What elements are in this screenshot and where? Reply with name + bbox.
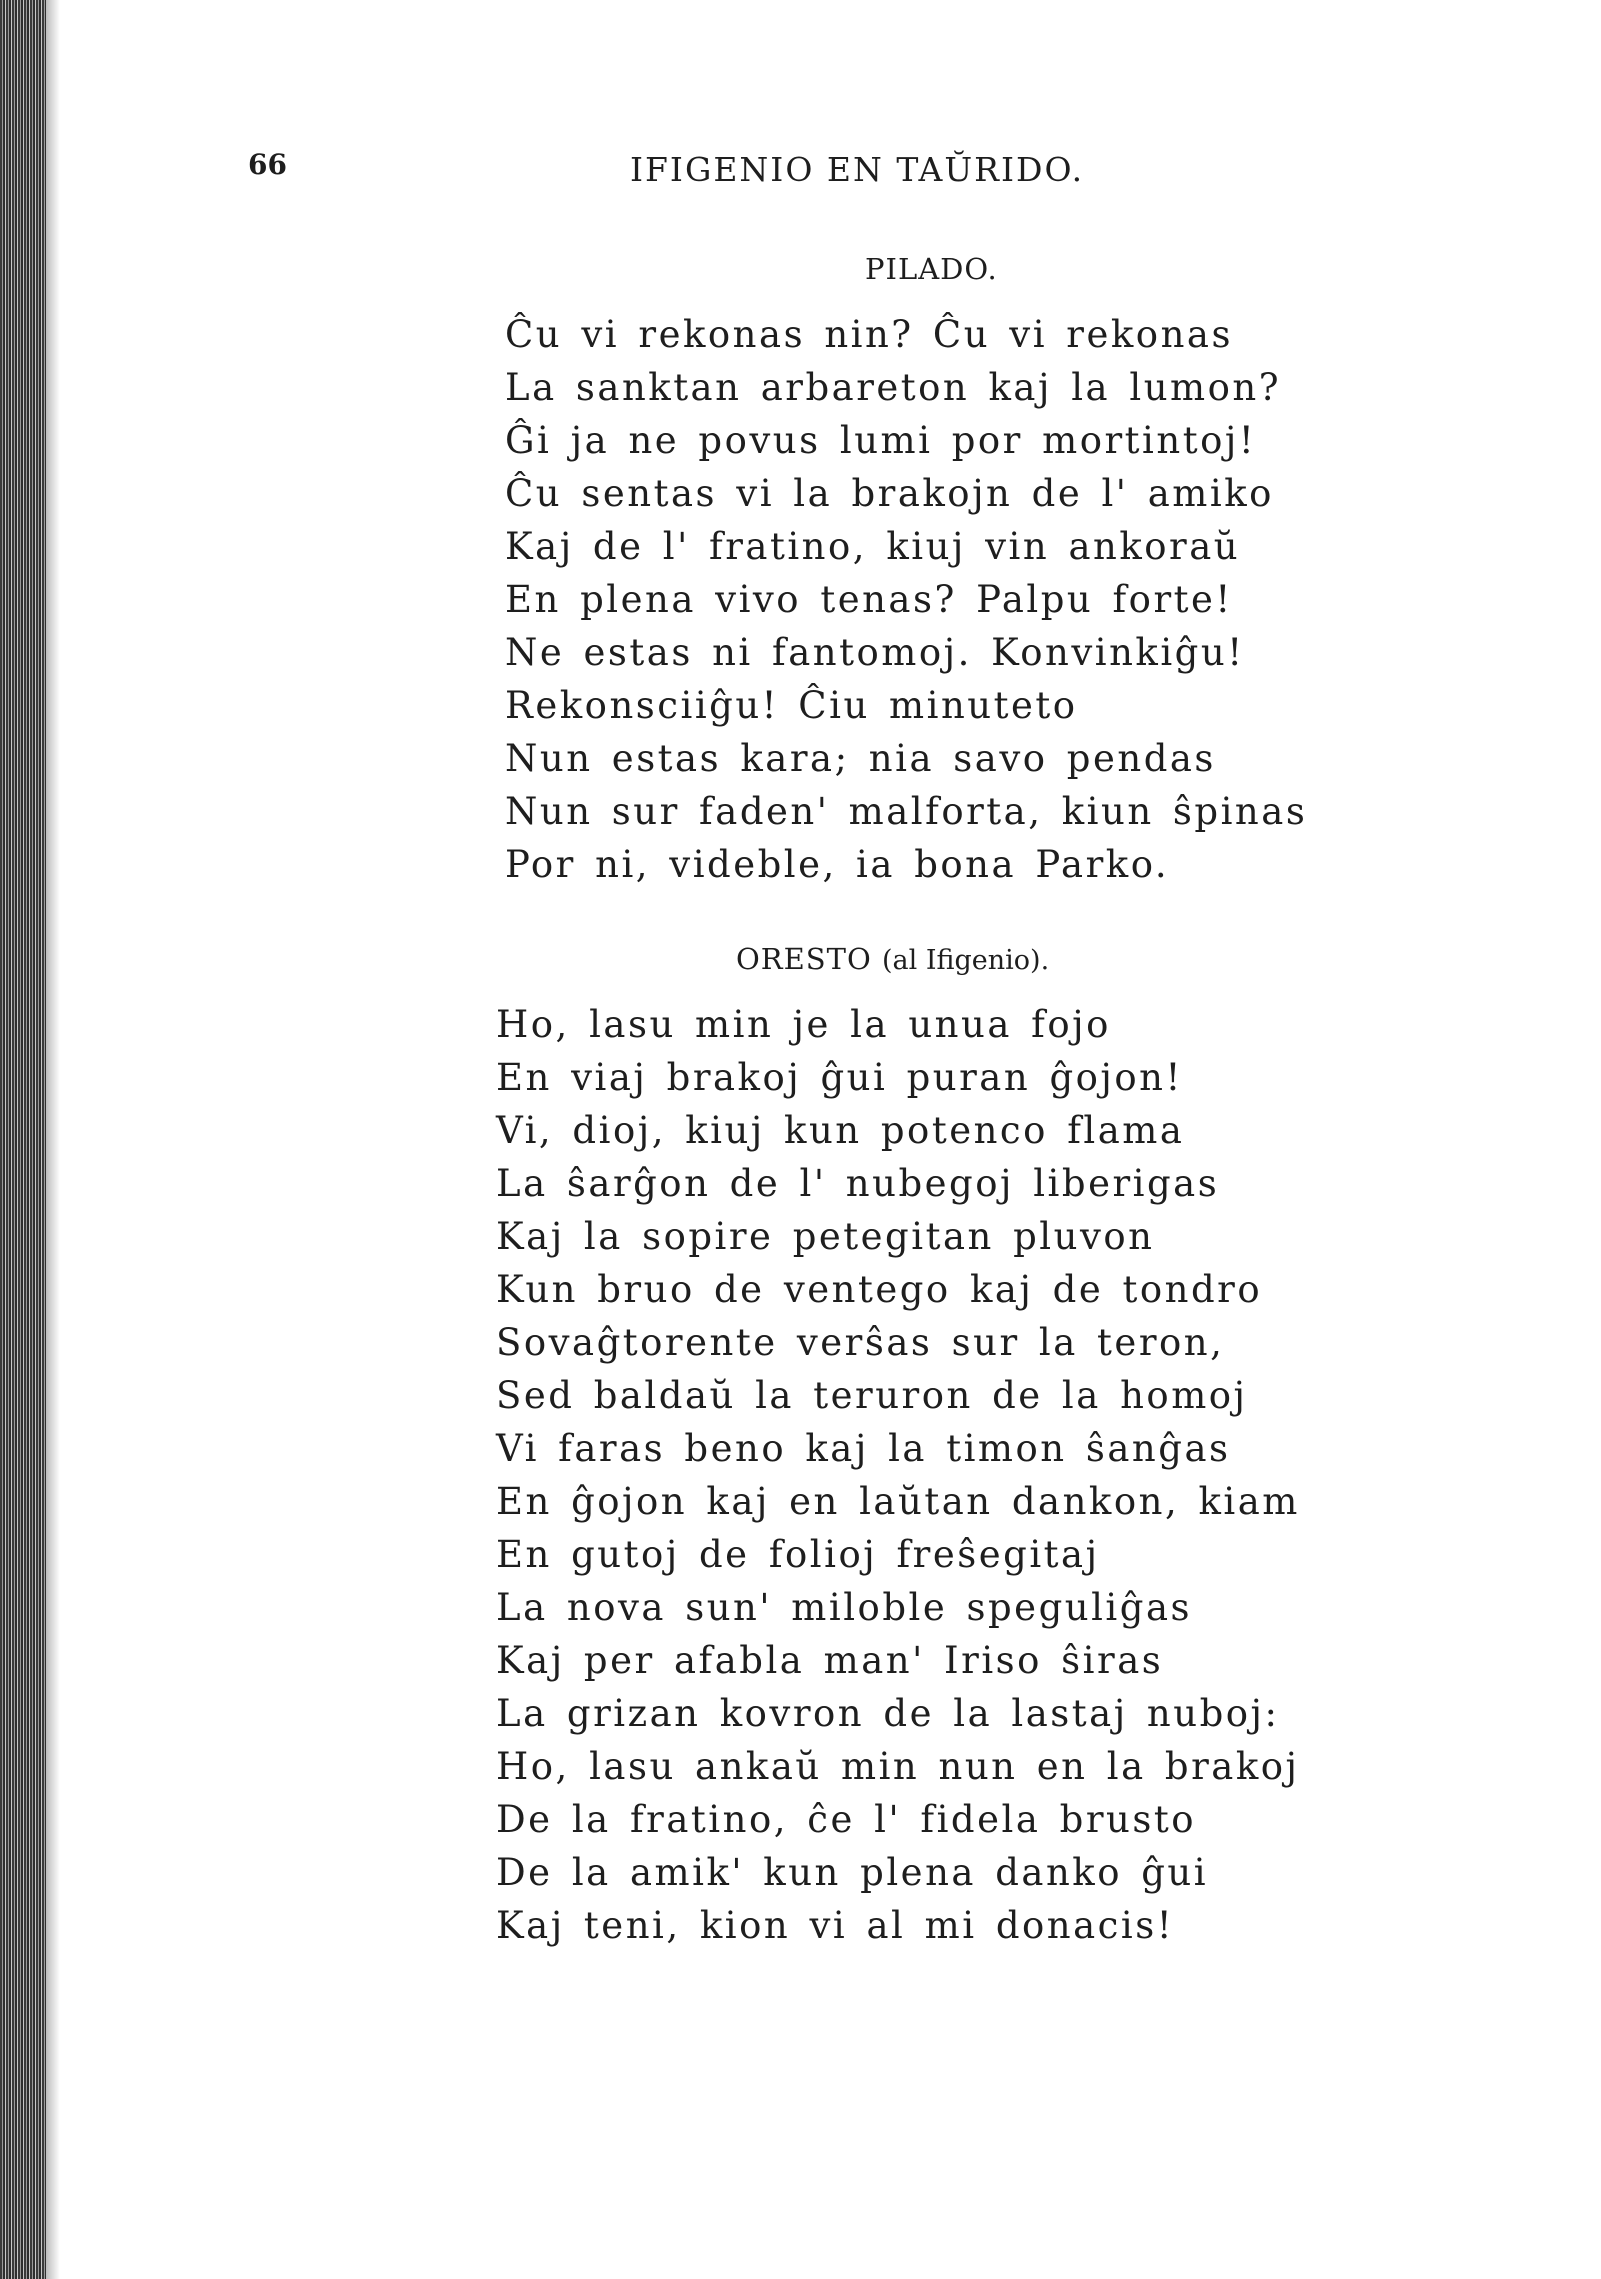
verse-line: Ĝi ja ne povus lumi por mortintoj! <box>505 419 1257 462</box>
verse-line: Rekonsciiĝu! Ĉiu minuteto <box>505 684 1078 727</box>
verse-line: En viaj brakoj ĝui puran ĝojon! <box>496 1056 1183 1099</box>
book-spine-edge <box>0 0 46 2279</box>
verse-line: Por ni, videble, ia bona Parko. <box>505 843 1170 886</box>
verse-line: Nun estas kara; nia savo pendas <box>505 737 1216 780</box>
verse-line: La nova sun' miloble speguliĝas <box>496 1586 1192 1629</box>
verse-line: Vi, dioj, kiuj kun potenco flama <box>496 1109 1185 1152</box>
verse-line: Vi faras beno kaj la timon ŝanĝas <box>496 1427 1231 1470</box>
verse-line: La grizan kovron de la lastaj nuboj: <box>496 1692 1280 1735</box>
verse-line: Sed baldaŭ la teruron de la homoj <box>496 1374 1248 1417</box>
verse-line: Ĉu vi rekonas nin? Ĉu vi rekonas <box>505 313 1233 356</box>
speaker-heading-pilado <box>865 252 998 286</box>
verse-line: De la amik' kun plena danko ĝui <box>496 1851 1209 1894</box>
verse-line: En ĝojon kaj en laŭtan dankon, kiam <box>496 1480 1300 1523</box>
verse-block-pilado <box>505 308 1307 891</box>
verse-line: En plena vivo tenas? Palpu forte! <box>505 578 1233 621</box>
verse-line: La ŝarĝon de l' nubegoj liberigas <box>496 1162 1220 1205</box>
stage-direction: (al Ifigenio). <box>881 945 1050 976</box>
speaker-name: PILADO. <box>865 252 998 286</box>
verse-block-oresto <box>496 998 1300 1952</box>
verse-line: Kaj teni, kion vi al mi donacis! <box>496 1904 1175 1947</box>
gutter-shadow <box>46 0 60 2279</box>
verse-line: En gutoj de folioj freŝegitaj <box>496 1533 1100 1576</box>
running-title: IFIGENIO EN TAŬRIDO. <box>630 150 1085 189</box>
verse-line: Ho, lasu ankaŭ min nun en la brakoj <box>496 1745 1300 1788</box>
verse-line: Kaj de l' fratino, kiuj vin ankoraŭ <box>505 525 1241 568</box>
verse-line: Kaj la sopire petegitan pluvon <box>496 1215 1155 1258</box>
speaker-heading-oresto <box>736 942 1049 976</box>
verse-line: Ĉu sentas vi la brakojn de l' amiko <box>505 472 1274 515</box>
verse-line: La sanktan arbareton kaj la lumon? <box>505 366 1282 409</box>
verse-line: Kaj per afabla man' Iriso ŝiras <box>496 1639 1164 1682</box>
verse-line: De la fratino, ĉe l' fidela brusto <box>496 1798 1196 1841</box>
verse-line: Kun bruo de ventego kaj de tondro <box>496 1268 1263 1311</box>
verse-line: Sovaĝtorente verŝas sur la teron, <box>496 1321 1225 1364</box>
verse-line: Nun sur faden' malforta, kiun ŝpinas <box>505 790 1308 833</box>
verse-line: Ne estas ni fantomoj. Konvinkiĝu! <box>505 631 1245 674</box>
page-number: 66 <box>248 148 287 181</box>
verse-line: Ho, lasu min je la unua fojo <box>496 1003 1111 1046</box>
speaker-name: ORESTO <box>736 942 872 976</box>
